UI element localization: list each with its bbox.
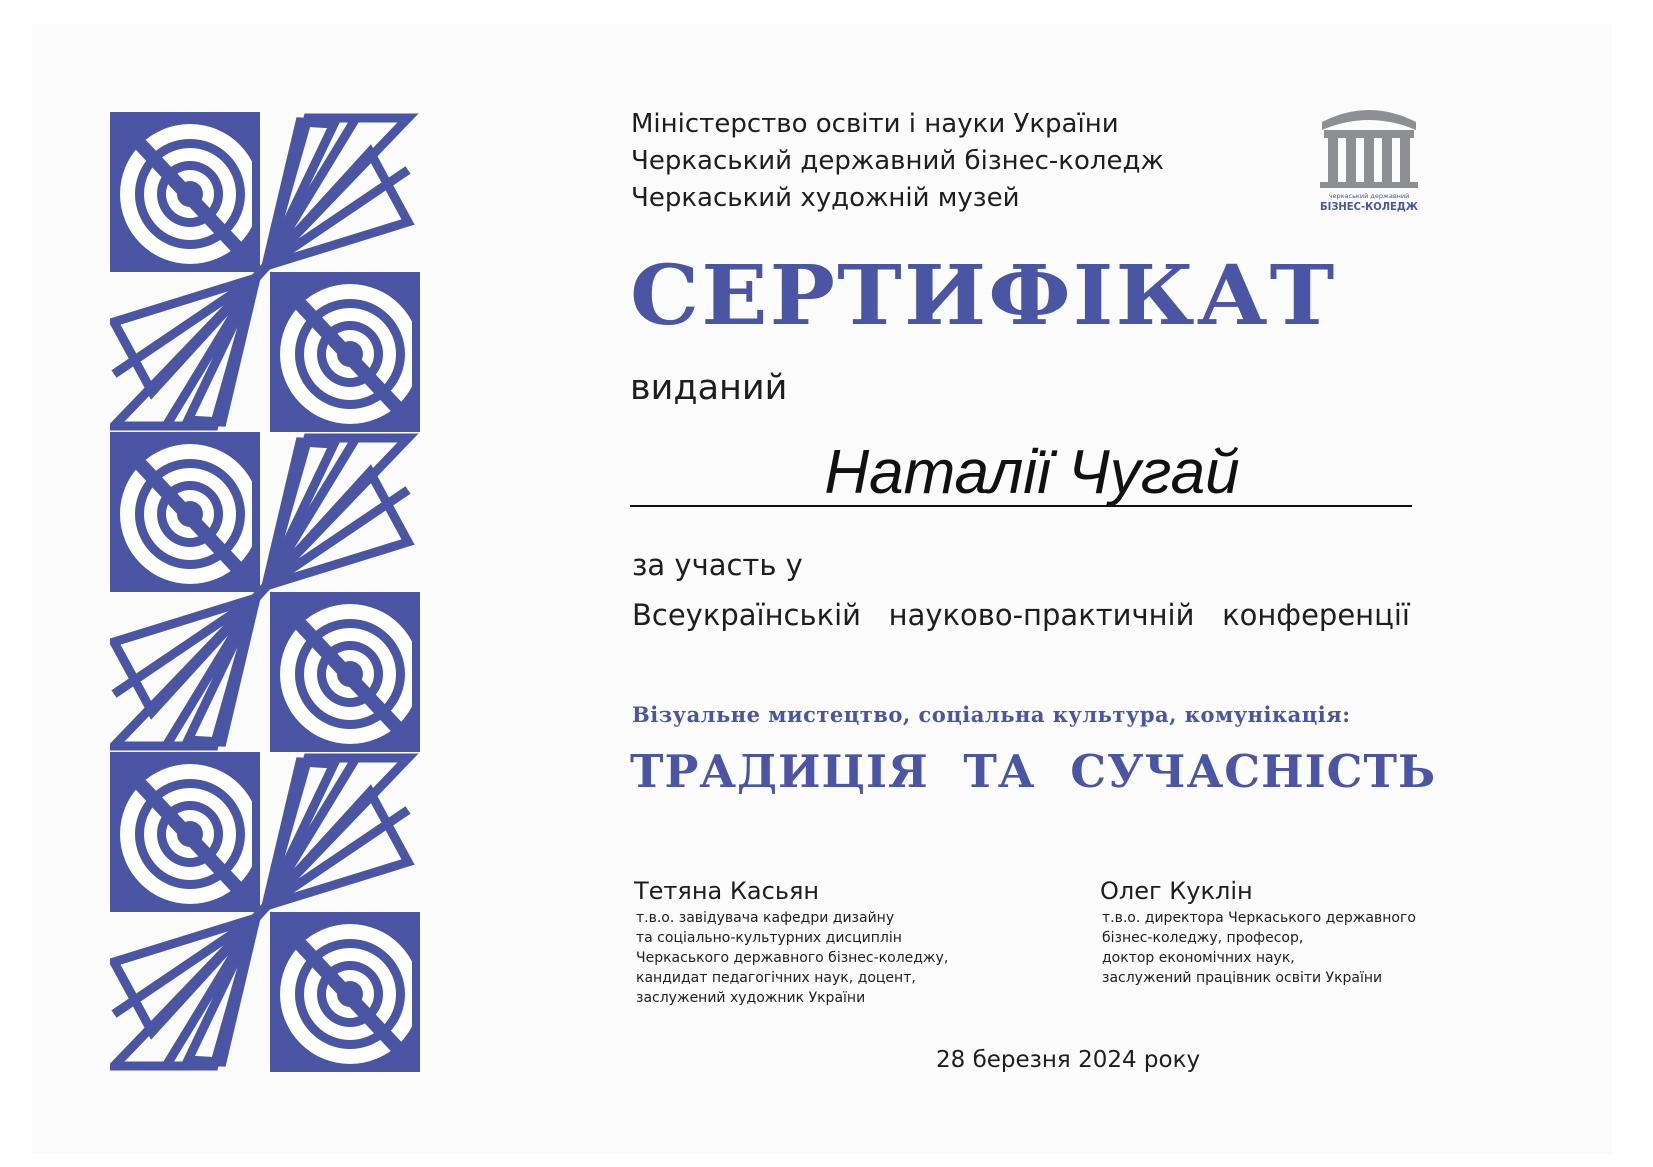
recipient-underline bbox=[630, 505, 1412, 507]
logo-caption-big: БІЗНЕС-КОЛЕДЖ bbox=[1320, 200, 1419, 213]
ornament-tile-rings bbox=[270, 912, 420, 1072]
ornament-tile-rings bbox=[270, 272, 420, 432]
ornament-tile-fan bbox=[266, 438, 408, 586]
signer-role bbox=[636, 908, 948, 1008]
ornament-tile-rings bbox=[270, 592, 420, 752]
ornament-tile-rings bbox=[110, 752, 260, 912]
issuer-college: Черкаський державний бізнес-коледж bbox=[631, 146, 1164, 176]
signer-name: Тетяна Касьян bbox=[634, 877, 820, 905]
issuer-ministry: Міністерство освіти і науки України bbox=[631, 109, 1119, 139]
signer-role-line: кандидат педагогічних наук, доцент, bbox=[636, 970, 916, 986]
ornament-tile-fan bbox=[266, 118, 408, 266]
conference-subtitle: Візуальне мистецтво, соціальна культура, комунікація: bbox=[632, 702, 1351, 727]
signer-role-line: заслужений художник України bbox=[636, 990, 866, 1006]
signer-right bbox=[1100, 876, 1416, 988]
ornament-tile-fan bbox=[114, 598, 256, 746]
ornament-tile-rings bbox=[110, 432, 260, 592]
signer-role-line: Черкаського державного бізнес-коледжу, bbox=[636, 950, 949, 966]
issued-label: виданий bbox=[630, 368, 788, 408]
conference-word: науково-практичній bbox=[888, 598, 1195, 632]
certificate-title: СЕРТИФІКАТ bbox=[630, 248, 1337, 344]
conference-title: ТРАДИЦІЯ ТА СУЧАСНІСТЬ bbox=[630, 745, 1437, 798]
issuer-museum: Черкаський художній музей bbox=[631, 183, 1020, 213]
issuer-block bbox=[631, 106, 1164, 217]
signer-role-line: т.в.о. директора Черкаського державного bbox=[1102, 910, 1416, 926]
conference-type bbox=[632, 598, 1410, 632]
ornament-tile-rings bbox=[110, 112, 260, 272]
signer-left bbox=[634, 876, 948, 1008]
signer-name: Олег Куклін bbox=[1100, 877, 1253, 905]
signer-role-line: заслужений працівник освіти України bbox=[1102, 970, 1383, 986]
ornament-tile-fan bbox=[114, 278, 256, 426]
ornament-tile-fan bbox=[266, 758, 408, 906]
signer-role-line: та соціально-культурних дисциплін bbox=[636, 930, 902, 946]
issue-date: 28 березня 2024 року bbox=[936, 1047, 1201, 1073]
signer-role-line: бізнес-коледжу, професор, bbox=[1102, 930, 1304, 946]
signer-role-line: т.в.о. завідувача кафедри дизайну bbox=[636, 910, 895, 926]
ornament-tile-fan bbox=[114, 918, 256, 1066]
conference-word: Всеукраїнській bbox=[632, 598, 862, 632]
recipient-name: Наталії Чугай bbox=[824, 438, 1240, 507]
conference-word: конференції bbox=[1222, 598, 1410, 632]
logo-caption-small: черкаський державний bbox=[1328, 192, 1410, 200]
college-building-icon bbox=[1318, 100, 1420, 215]
signer-role-line: доктор економічних наук, bbox=[1102, 950, 1295, 966]
ornament-pattern bbox=[110, 112, 426, 1072]
signer-role bbox=[1102, 908, 1416, 988]
participation-label: за участь у bbox=[632, 548, 803, 582]
